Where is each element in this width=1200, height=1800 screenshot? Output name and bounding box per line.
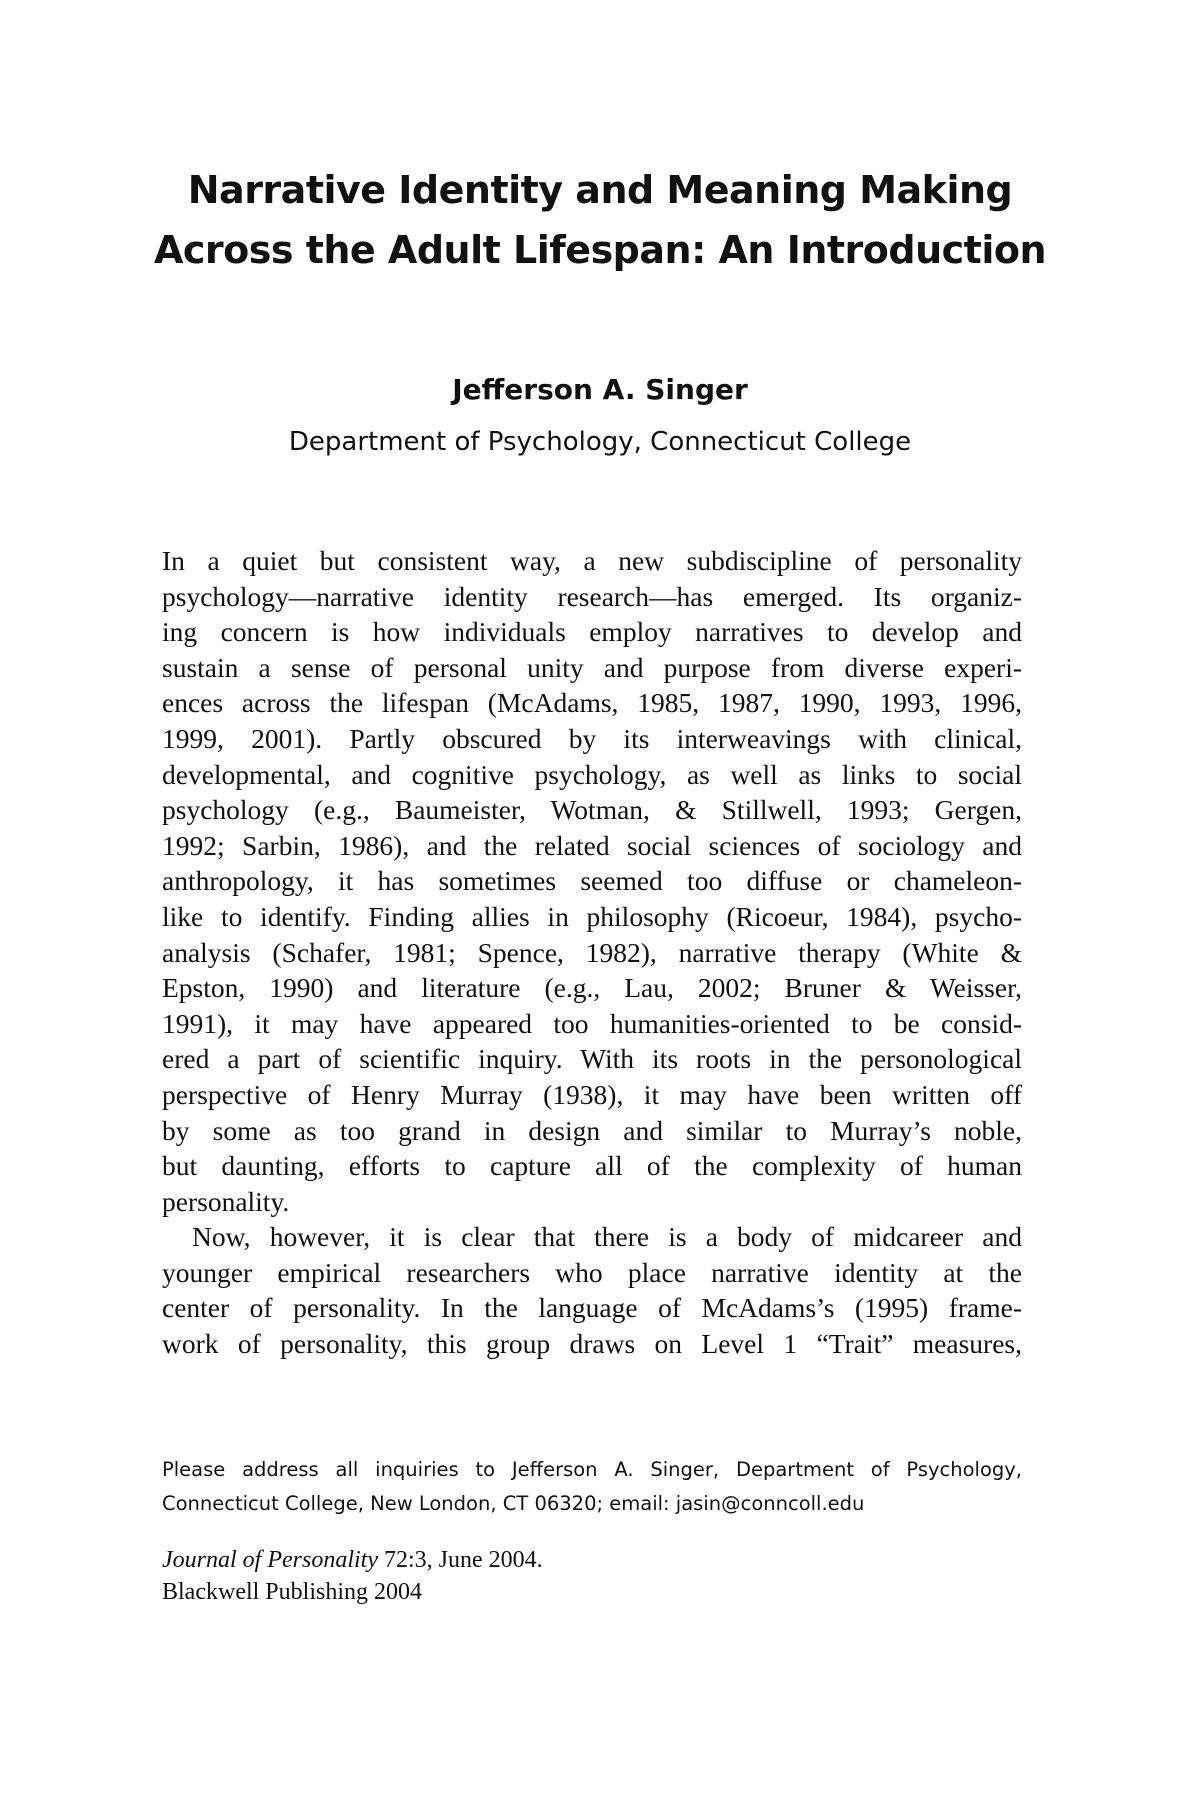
body-line: perspective of Henry Murray (1938), it may have been written off: [162, 1078, 1022, 1110]
body-line: psychology—narrative identity research—has emerged. Its organiz-: [162, 580, 1022, 612]
citation-line: [162, 1544, 1022, 1576]
body-line: psychology (e.g., Baumeister, Wotman, & Stillwell, 1993; Gergen,: [162, 794, 1022, 826]
correspondence-footnote: [162, 1453, 1022, 1521]
author-affiliation: Department of Psychology, Connecticut College: [288, 427, 912, 457]
body-line: 1999, 2001). Partly obscured by its interweavings with clinical,: [162, 722, 1022, 754]
title-line-1: Narrative Identity and Meaning Making: [187, 168, 1013, 212]
body-line: ences across the lifespan (McAdams, 1985, 1987, 1990, 1993, 1996,: [162, 687, 1022, 719]
body-line: but daunting, efforts to capture all of the complexity of human: [162, 1150, 1022, 1182]
journal-issue: 72:3, June 2004.: [377, 1547, 543, 1573]
body-line: analysis (Schafer, 1981; Spence, 1982), narrative therapy (White &: [162, 936, 1022, 968]
body-line: ing concern is how individuals employ narratives to develop and: [162, 616, 1022, 648]
body-line: In a quiet but consistent way, a new subdiscipline of personality: [162, 545, 1022, 576]
body-line: 1992; Sarbin, 1986), and the related social sciences of sociology and: [162, 829, 1022, 861]
body-line: sustain a sense of personal unity and purpose from diverse experi-: [162, 651, 1022, 683]
body-text: [162, 543, 1022, 1362]
footnote-line: Connecticut College, New London, CT 06320; email: jasin@conncoll.edu: [162, 1492, 865, 1515]
body-line: work of personality, this group draws on Level 1 “Trait” measures,: [162, 1328, 1022, 1360]
body-line: Epston, 1990) and literature (e.g., Lau, 2002; Bruner & Weisser,: [162, 972, 1022, 1004]
body-line: center of personality. In the language of McAdams’s (1995) frame-: [162, 1292, 1022, 1324]
publisher-line: Blackwell Publishing 2004: [162, 1579, 422, 1605]
author-name: Jefferson A. Singer: [452, 373, 748, 406]
body-line: anthropology, it has sometimes seemed too diffuse or chameleon-: [162, 865, 1022, 897]
body-line: ered a part of scientific inquiry. With its roots in the personological: [162, 1043, 1022, 1075]
body-line: by some as too grand in design and similar to Murray’s noble,: [162, 1114, 1022, 1146]
title-line-2: Across the Adult Lifespan: An Introduction: [153, 228, 1047, 272]
body-line: younger empirical researchers who place narrative identity at the: [162, 1256, 1022, 1288]
journal-citation: [162, 1544, 1022, 1608]
journal-name: Journal of Personality: [162, 1547, 378, 1573]
body-line: Now, however, it is clear that there is a body of midcareer and: [192, 1221, 1022, 1253]
body-line: personality.: [162, 1185, 290, 1217]
body-line: like to identify. Finding allies in philosophy (Ricoeur, 1984), psycho-: [162, 900, 1022, 932]
body-line: 1991), it may have appeared too humanities-oriented to be consid-: [162, 1007, 1022, 1039]
footnote-line: Please address all inquiries to Jefferson A. Singer, Department of Psychology,: [162, 1458, 1022, 1481]
paper-title: [0, 160, 1200, 280]
body-line: developmental, and cognitive psychology, as well as links to social: [162, 758, 1022, 790]
